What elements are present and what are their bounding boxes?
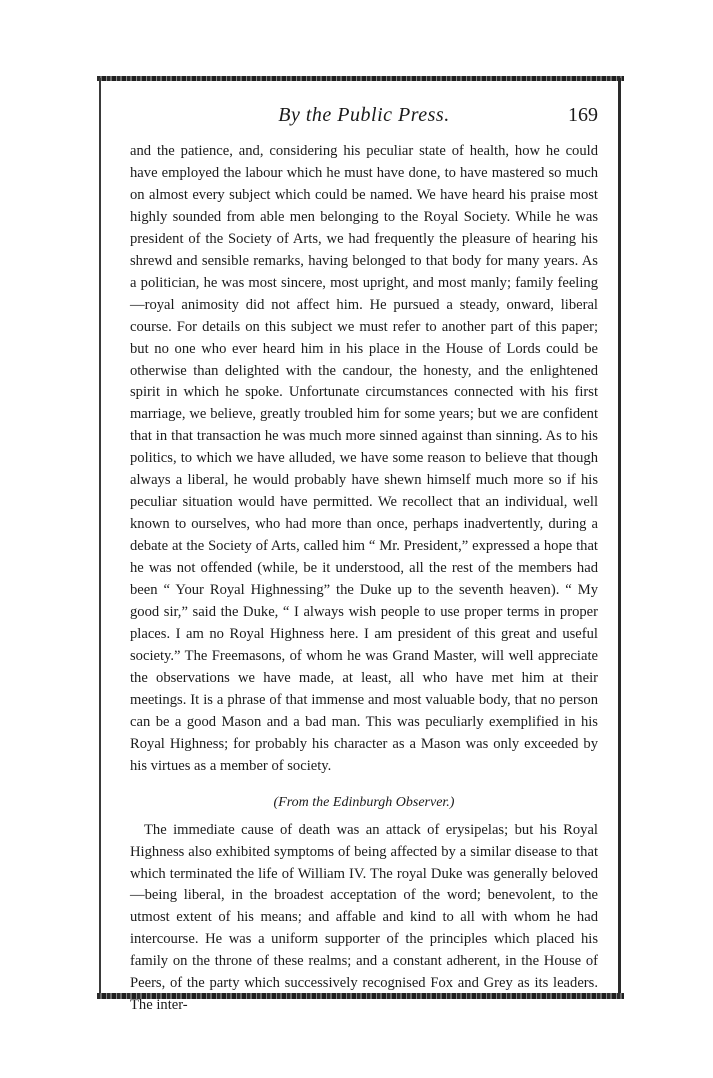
- running-head: By the Public Press.: [278, 104, 450, 126]
- paragraph: The immediate cause of death was an attack of erysipelas; but his Royal Highness also exhibited symptoms of being affected by a similar disease to that which terminated the life of William IV. The royal Duke was generally beloved—being liberal, in the broadest acceptation of the word; benevolent, to the utmost extent of his means; and affable and kind to all with whom he had intercourse. He was a uniform supporter of the principles which placed his family on the throne of these realms; and a constant adherent, in the House of Peers, of the party which successively recognised Fox and Grey as its leaders. The inter-: [130, 821, 598, 1014]
- body-text: [130, 141, 598, 1017]
- source-note: (From the Edinburgh Observer.): [273, 794, 455, 810]
- paragraph-continued: and the patience, and, considering his peculiar state of health, how he could have employed the labour which he must have done, to have mastered so much on almost every subject which could be named. We have heard his praise most highly sounded from able men belonging to the Royal Society. While he was president of the Society of Arts, we had frequently the pleasure of hearing his shrewd and sensible remarks, having belonged to that body for many years. As a politician, he was most sincere, most upright, and most manly; family feeling—royal animosity did not affect him. He pursued a steady, onward, liberal course. For details on this subject we must refer to another part of this paper; but no one who ever heard him in his place in the House of Lords could be otherwise than delighted with the candour, the honesty, and the enlightened spirit in which he spoke. Unfortunate circumstances connected with his first marriage, we believe, greatly troubled him for some years; but we are confident that in that transaction he was much more sinned against than sinning. As to his politics, to which we have alluded, we have some reason to believe that though always a liberal, he would probably have shewn himself much more so if his peculiar situation would have permitted. We recollect that an individual, well known to ourselves, who had more than once, perhaps inadvertently, during a debate at the Society of Arts, called him “ Mr. President,” expressed a hope that he was not offended (while, be it understood, all the rest of the members had been “ Your Royal Highnessing” the Duke up to the seventh heaven). “ My good sir,” said the Duke, “ I always wish people to use proper terms in proper places. I am no Royal Highness here. I am president of this great and useful society.” The Freemasons, of whom he was Grand Master, will well appreciate the observations we have made, at least, all who have met him at their meetings. It is a phrase of that immense and most valuable body, that no person can be a good Mason and a bad man. This was peculiarly exemplified in his Royal Highness; for probably his character as a Mason was only exceeded by his virtues as a member of society.: [130, 143, 598, 774]
- page-header: [130, 104, 598, 136]
- page-number: 169: [568, 104, 598, 126]
